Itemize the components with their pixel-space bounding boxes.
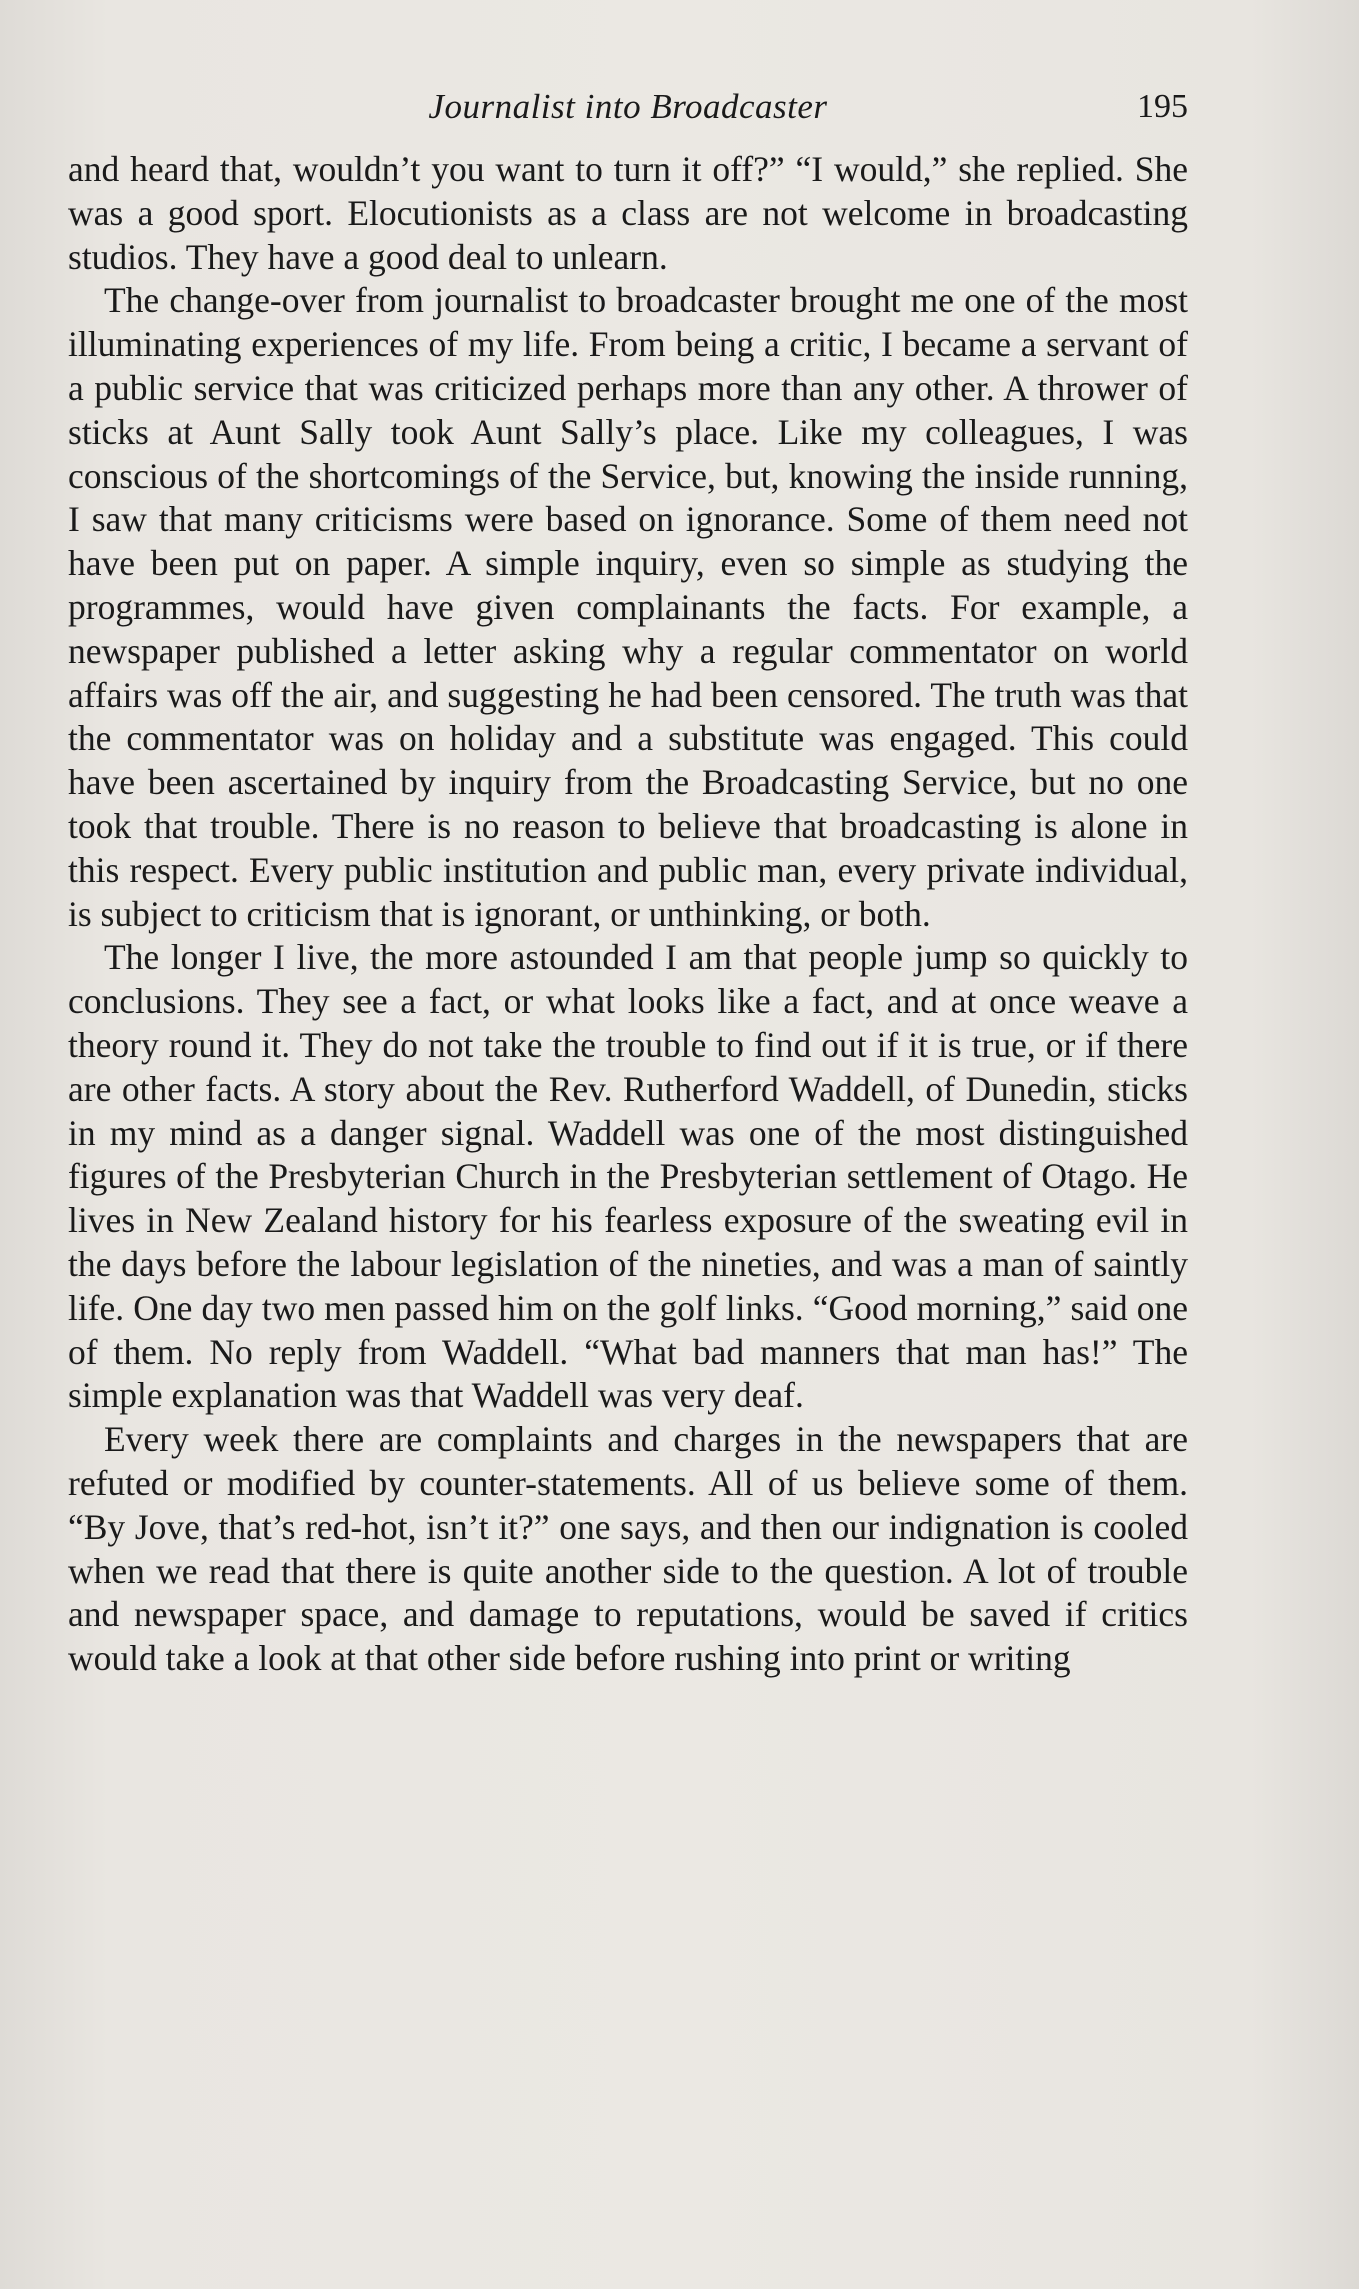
paragraph: and heard that, wouldn’t you want to turn it off?” “I would,” she replied. She was a good sport. Elocutionists as a class are not welcome in broadcasting studios. They have a good deal to unlearn. xyxy=(68,149,1188,277)
paragraph: The longer I live, the more astounded I am that people jump so quickly to conclusions. They see a fact, or what looks like a fact, and at once weave a theory round it. They do not take the trouble to find out if it is true, or if there are other facts. A story about the Rev. Rutherford Waddell, of Dunedin, sticks in my mind as a danger signal. Waddell was one of the most distinguished figures of the Presbyterian Church in the Presbyterian settlement of Otago. He lives in New Zealand history for his fearless exposure of the sweating evil in the days before the labour legislation of the nineties, and was a man of saintly life. One day two men passed him on the golf links. “Good morning,” said one of them. No reply from Waddell. “What bad manners that man has!” The simple explanation was that Waddell was very deaf. xyxy=(68,937,1188,1416)
paragraph: Every week there are complaints and charges in the newspapers that are refuted or modified by counter-statements. All of us believe some of them. “By Jove, that’s red-hot, isn’t it?” one says, and then our indignation is cooled when we read that there is quite another side to the question. A lot of trouble and newspaper space, and damage to reputations, would be saved if critics would take a look at that other side before rushing into print or writing xyxy=(68,1419,1188,1679)
body-text xyxy=(68,148,1188,1681)
page-number: 195 xyxy=(1137,88,1188,125)
running-title: Journalist into Broadcaster xyxy=(428,87,828,126)
running-head xyxy=(68,82,1188,132)
paragraph: The change-over from journalist to broadcaster brought me one of the most illuminating experiences of my life. From being a critic, I became a servant of a public service that was criticized perhaps more than any other. A thrower of sticks at Aunt Sally took Aunt Sally’s place. Like my colleagues, I was conscious of the shortcomings of the Service, but, knowing the inside running, I saw that many criticisms were based on ignorance. Some of them need not have been put on paper. A simple inquiry, even so simple as studying the programmes, would have given complainants the facts. For example, a newspaper published a letter asking why a regular commentator on world affairs was off the air, and suggesting he had been censored. The truth was that the commentator was on holiday and a substitute was engaged. This could have been ascertained by inquiry from the Broadcasting Service, but no one took that trouble. There is no reason to believe that broadcasting is alone in this respect. Every public institution and public man, every private individual, is subject to criticism that is ignorant, or unthinking, or both. xyxy=(68,280,1188,934)
